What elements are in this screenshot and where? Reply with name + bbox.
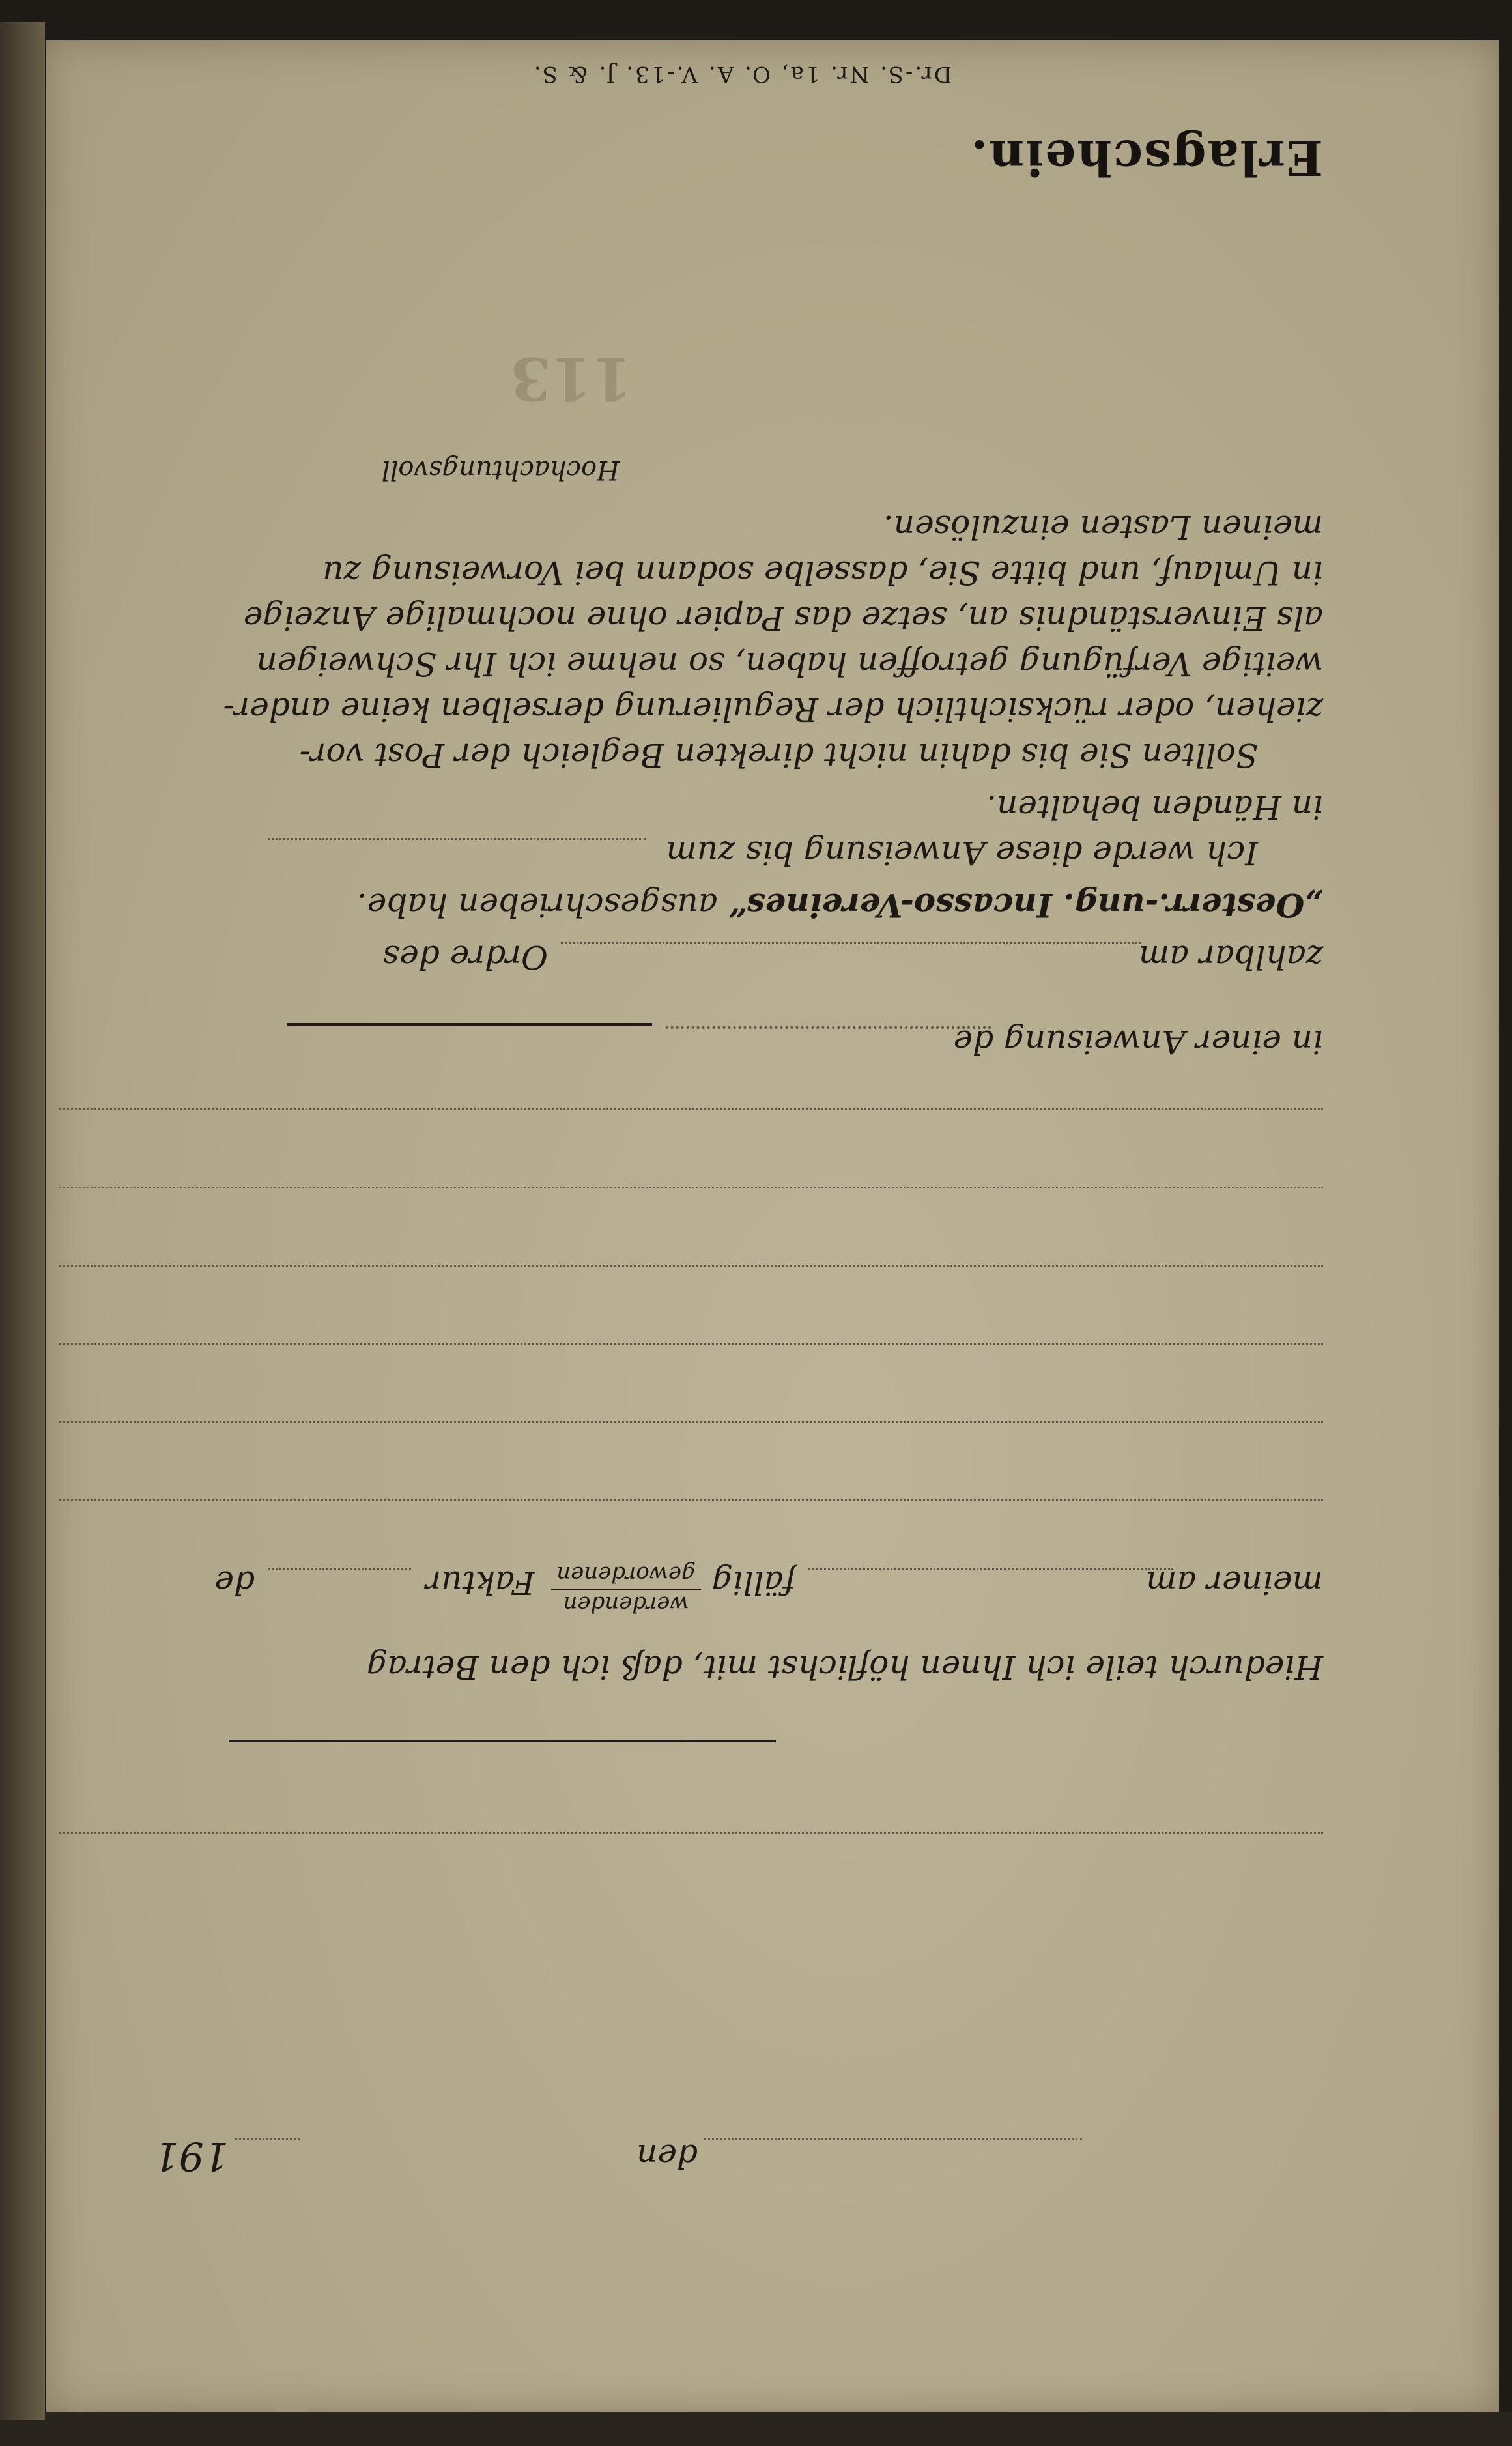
text-zahlbar: zahlbar am — [1138, 938, 1323, 976]
text-anweisung: in einer Anweisung de — [953, 1023, 1323, 1061]
text-behalten-2: in Händen behalten. — [986, 788, 1323, 826]
payable-date-field — [561, 942, 1141, 944]
blank-line-4 — [59, 1265, 1323, 1267]
text-line-2-start: meiner am — [1146, 1564, 1323, 1602]
paper-sheet — [46, 40, 1499, 2412]
text-verein — [357, 882, 1323, 928]
address-rule — [229, 1740, 776, 1742]
paragraph-line-1: Sollten Sie bis dahin nicht direkten Begleich der Post vor- — [299, 736, 1258, 774]
text-behalten-1: Ich werde diese Anweisung bis zum — [666, 834, 1258, 872]
hold-date-field — [268, 838, 646, 840]
blank-line-5 — [59, 1187, 1323, 1188]
date-field-2 — [808, 1568, 1173, 1570]
paragraph-line-3: weitige Verfügung getroffen haben, so nehme ich Ihr Schweigen — [256, 645, 1323, 683]
text-line-1: Hiedurch teile ich Ihnen höflichst mit, daß ich den Betrag — [366, 1648, 1323, 1686]
year-field — [235, 2138, 300, 2140]
text-de: de — [214, 1564, 255, 1602]
date-field — [704, 2138, 1082, 2140]
fraction-top: werdenden — [551, 1589, 701, 1619]
blank-line-1 — [59, 1499, 1323, 1501]
blank-line-2 — [59, 1421, 1323, 1423]
dateline-den: den — [636, 2137, 698, 2175]
paragraph-line-6: meinen Lasten einzulösen. — [883, 508, 1323, 546]
fraction-bottom: gewordenen — [556, 1561, 696, 1587]
address-line-1 — [59, 1832, 1323, 1834]
text-faktur: Faktur — [425, 1564, 535, 1602]
blank-line-6 — [59, 1108, 1323, 1110]
faktur-field — [268, 1568, 411, 1570]
dateline-year: 191 — [154, 2133, 229, 2179]
page-title: Erlagschein. — [969, 129, 1323, 185]
paragraph-line-4: als Einverständnis an, setze das Papier ohne nochmalige Anzeige — [243, 599, 1323, 637]
amount-rule — [287, 1023, 652, 1026]
book-edge — [0, 22, 45, 2420]
fraction-label — [551, 1560, 701, 1619]
faint-stamp: 113 — [510, 344, 633, 413]
text-faellig: fällig — [711, 1564, 795, 1602]
paragraph-line-5: in Umlauf, und bitte Sie, dasselbe sodann bei Vorweisung zu — [322, 554, 1323, 592]
amount-field — [665, 1026, 991, 1029]
paragraph-line-2: ziehen, oder rücksichtlich der Regulierung derselben keine ander- — [223, 691, 1323, 728]
form-code: Dr.-S. Nr. 1a, O. A. V.-13. J. & S. — [532, 61, 952, 87]
text-ordre: Ordre des — [382, 938, 548, 976]
verein-name: „Oesterr.-ung. Incasso-Vereines“ — [728, 886, 1323, 925]
scanner-border — [0, 2412, 1512, 2446]
closing-salutation: Hochachtungsvoll — [381, 455, 620, 485]
blank-line-3 — [59, 1343, 1323, 1345]
verein-rest: ausgeschrieben habe. — [356, 886, 728, 924]
